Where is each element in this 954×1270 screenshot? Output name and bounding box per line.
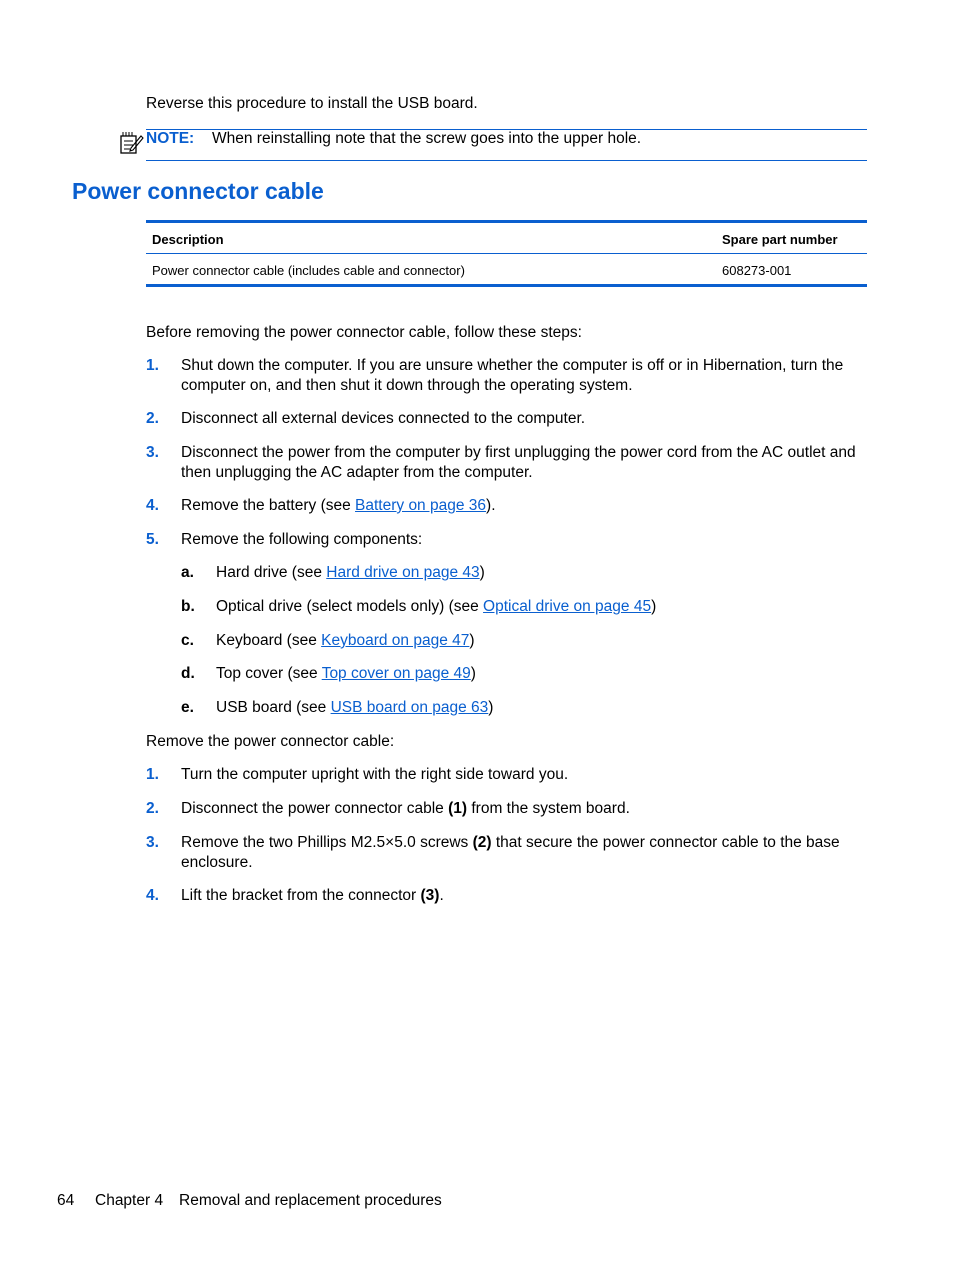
substep-text-post: ) — [470, 665, 476, 682]
cell-description: Power connector cable (includes cable and connector) — [152, 263, 465, 278]
hard-drive-link[interactable]: Hard drive on page 43 — [326, 564, 480, 581]
callout-number: (3) — [420, 887, 440, 904]
header-description: Description — [152, 232, 224, 247]
substep-text-post: ) — [651, 598, 657, 615]
intro-text: Reverse this procedure to install the USB board. — [146, 95, 478, 112]
step-number: 5. — [146, 531, 159, 548]
optical-drive-link[interactable]: Optical drive on page 45 — [483, 598, 652, 615]
step-text: Disconnect the power from the computer by first unplugging the power cord from the AC outlet and then unplugging the AC adapter from the computer. — [181, 444, 856, 481]
top-cover-link[interactable]: Top cover on page 49 — [321, 665, 471, 682]
substep-text-pre: Optical drive (select models only) (see — [216, 598, 484, 615]
substep-text-post: ) — [479, 564, 485, 581]
before-text: Before removing the power connector cable, follow these steps: — [146, 324, 582, 341]
substep-text-pre: Hard drive (see — [216, 564, 327, 581]
substep-text-post: ) — [488, 699, 494, 716]
step-number: 2. — [146, 410, 159, 427]
footer-title: Removal and replacement procedures — [179, 1192, 442, 1209]
step-number: 1. — [146, 357, 159, 374]
substep-text — [216, 597, 656, 617]
step-text: Remove the following components: — [181, 531, 423, 548]
step-text — [181, 886, 444, 906]
substep-text — [216, 698, 493, 718]
substep-text-pre: USB board (see — [216, 699, 331, 716]
table-bottom-rule — [146, 284, 867, 287]
step-number: 2. — [146, 800, 159, 817]
substep-letter: e. — [181, 699, 194, 716]
remove-text: Remove the power connector cable: — [146, 733, 395, 750]
note-label: NOTE: — [146, 130, 195, 147]
step-text — [181, 496, 496, 516]
step-text: Disconnect all external devices connected to the computer. — [181, 410, 586, 427]
step-number: 1. — [146, 766, 159, 783]
substep-text — [216, 664, 476, 684]
step-text-post: that secure the power connector cable to the base enclosure. — [181, 834, 840, 871]
page-number: 64 — [57, 1192, 75, 1209]
step-number: 4. — [146, 887, 159, 904]
substep-text-pre: Top cover (see — [216, 665, 322, 682]
table-row — [146, 254, 867, 284]
section-heading: Power connector cable — [72, 178, 324, 204]
step-number: 3. — [146, 834, 159, 851]
step-text-post: . — [439, 887, 444, 904]
step-text-pre: Disconnect the power connector cable — [181, 800, 449, 817]
callout-number: (1) — [448, 800, 468, 817]
step-text-pre: Remove the battery (see — [181, 497, 356, 514]
usb-board-link[interactable]: USB board on page 63 — [330, 699, 489, 716]
battery-link[interactable]: Battery on page 36 — [355, 497, 487, 514]
note-text: When reinstalling note that the screw goes into the upper hole. — [212, 130, 642, 147]
footer-chapter: Chapter 4 — [95, 1192, 164, 1209]
substep-letter: b. — [181, 598, 195, 615]
substep-text-pre: Keyboard (see — [216, 632, 322, 649]
step-text-pre: Remove the two Phillips M2.5×5.0 screws — [181, 834, 473, 851]
step-text: Turn the computer upright with the right side toward you. — [181, 766, 569, 783]
step-text-post: from the system board. — [467, 800, 630, 817]
callout-number: (2) — [472, 834, 492, 851]
substep-letter: d. — [181, 665, 195, 682]
parts-table — [146, 220, 867, 287]
cell-part-number: 608273-001 — [722, 263, 792, 278]
substep-letter: a. — [181, 564, 194, 581]
substep-text — [216, 631, 475, 651]
note-icon — [118, 131, 144, 155]
step-text — [181, 799, 630, 819]
step-number: 3. — [146, 444, 159, 461]
step-number: 4. — [146, 497, 159, 514]
step-text — [181, 833, 871, 872]
keyboard-link[interactable]: Keyboard on page 47 — [321, 632, 470, 649]
step-text-pre: Lift the bracket from the connector — [181, 887, 421, 904]
header-spare-part-number: Spare part number — [722, 232, 838, 247]
step-text: Shut down the computer. If you are unsure whether the computer is off or in Hibernation, turn the computer on, and then shut it down through the operating system. — [181, 357, 844, 394]
substep-text — [216, 563, 485, 583]
substep-text-post: ) — [469, 632, 475, 649]
substep-letter: c. — [181, 632, 194, 649]
table-header-row — [146, 223, 867, 254]
step-text-post: ). — [486, 497, 496, 514]
